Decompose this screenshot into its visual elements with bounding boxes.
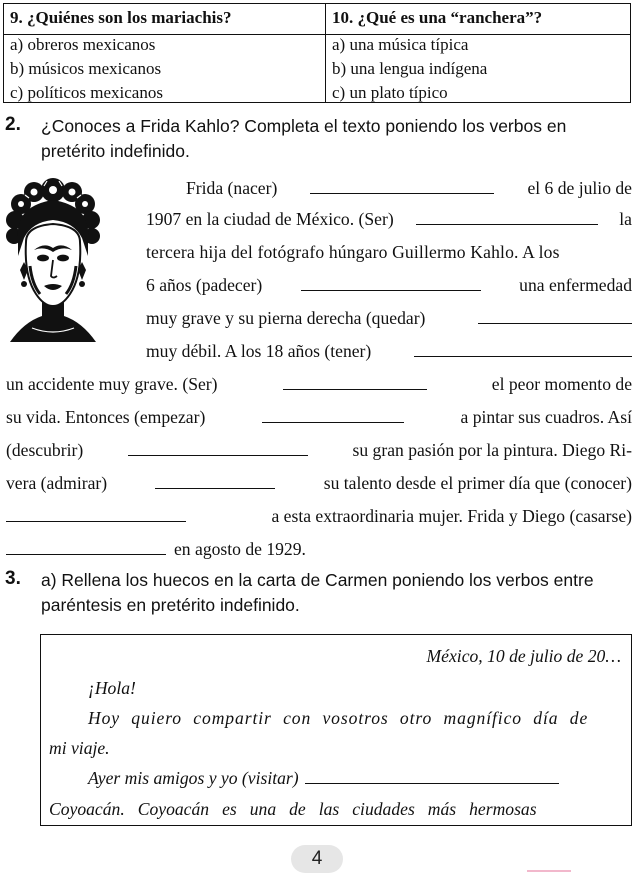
text-line-9 xyxy=(6,438,632,462)
letter-date: México, 10 de julio de 20… xyxy=(426,646,621,666)
question-10-title: 10. ¿Qué es una “ranchera”? xyxy=(332,8,543,27)
section-3-number: 3. xyxy=(5,568,21,589)
answer-blank[interactable] xyxy=(283,374,427,390)
answer-blank[interactable] xyxy=(414,341,632,357)
text-line-6 xyxy=(146,339,632,363)
section-2-instruction-line-2: pretérito indefinido. xyxy=(41,141,190,161)
question-10-option-a: a) una música típica xyxy=(332,35,469,54)
text-segment: muy grave y su pierna derecha (quedar) xyxy=(146,308,426,328)
text-line-1 xyxy=(186,176,632,200)
answer-blank[interactable] xyxy=(6,539,166,555)
answer-blank[interactable] xyxy=(478,308,632,324)
text-line-5 xyxy=(146,306,632,330)
question-9-option-b: b) músicos mexicanos xyxy=(10,59,162,78)
letter-greeting: ¡Hola! xyxy=(88,678,136,698)
text-segment: el 6 de julio de xyxy=(527,178,632,198)
text-line-2 xyxy=(146,207,632,231)
quiz-table xyxy=(3,3,631,103)
text-segment: tercera hija del fotógrafo húngaro Guillermo Kahlo. A los xyxy=(146,242,560,262)
section-3-instruction-line-2: paréntesis en pretérito indefinido. xyxy=(41,595,300,615)
text-segment: Frida (nacer) xyxy=(186,178,278,198)
text-line-8 xyxy=(6,405,632,429)
text-segment: la xyxy=(619,209,632,229)
answer-blank[interactable] xyxy=(262,407,404,423)
letter-line-3 xyxy=(88,766,559,790)
answer-blank[interactable] xyxy=(416,209,598,225)
text-segment: en agosto de 1929. xyxy=(174,539,306,559)
text-segment: 6 años (padecer) xyxy=(146,275,263,295)
answer-blank[interactable] xyxy=(155,473,275,489)
text-segment: Ayer mis amigos y yo (visitar) xyxy=(88,768,299,788)
text-segment: a esta extraordinaria mujer. Frida y Diego (casarse) xyxy=(271,506,632,526)
answer-blank[interactable] xyxy=(301,275,481,291)
text-segment: un accidente muy grave. (Ser) xyxy=(6,374,218,394)
section-2-number: 2. xyxy=(5,114,21,135)
question-9-option-c: c) políticos mexicanos xyxy=(10,83,163,102)
text-segment: Hoy quiero compartir con vosotros otro magnífico día de xyxy=(88,708,589,728)
text-segment: (descubrir) xyxy=(6,440,84,460)
text-segment: el peor momento de xyxy=(491,374,632,394)
text-line-11 xyxy=(6,504,632,528)
text-segment: 1907 en la ciudad de México. (Ser) xyxy=(146,209,394,229)
text-segment: vera (admirar) xyxy=(6,473,108,493)
question-10-option-b: b) una lengua indígena xyxy=(332,59,488,78)
text-segment: su vida. Entonces (empezar) xyxy=(6,407,206,427)
question-9-option-a: a) obreros mexicanos xyxy=(10,35,156,54)
text-segment xyxy=(88,706,622,730)
text-line-3 xyxy=(146,240,632,264)
letter-line-2: mi viaje. xyxy=(49,738,110,758)
answer-blank[interactable] xyxy=(128,440,308,456)
letter-line-4: Coyoacán. Coyoacán es una de las ciudades más hermosas xyxy=(49,799,537,819)
text-line-10 xyxy=(6,471,632,495)
question-10-option-c: c) un plato típico xyxy=(332,83,448,102)
question-9-title: 9. ¿Quiénes son los mariachis? xyxy=(10,8,232,27)
answer-blank[interactable] xyxy=(305,768,559,784)
frida-kahlo-portrait-image xyxy=(4,176,102,344)
text-segment: su gran pasión por la pintura. Diego Ri- xyxy=(352,440,632,460)
text-segment: una enfermedad xyxy=(519,275,632,295)
answer-blank[interactable] xyxy=(6,506,186,522)
text-line-4 xyxy=(146,273,632,297)
text-segment: muy débil. A los 18 años (tener) xyxy=(146,341,372,361)
letter-box xyxy=(40,634,632,826)
text-line-12 xyxy=(6,537,306,561)
page-number: 4 xyxy=(291,845,343,873)
text-line-7 xyxy=(6,372,632,396)
section-2-instruction-line-1: ¿Conoces a Frida Kahlo? Completa el texto poniendo los verbos en xyxy=(41,116,567,136)
text-segment: su talento desde el primer día que (conocer) xyxy=(323,473,632,493)
question-10 xyxy=(326,4,630,102)
section-3-instruction-line-1: a) Rellena los huecos en la carta de Carmen poniendo los verbos entre xyxy=(41,570,594,590)
letter-line-1 xyxy=(88,706,622,730)
text-segment: a pintar sus cuadros. Así xyxy=(460,407,632,427)
question-9 xyxy=(4,4,326,102)
answer-blank[interactable] xyxy=(310,178,494,194)
